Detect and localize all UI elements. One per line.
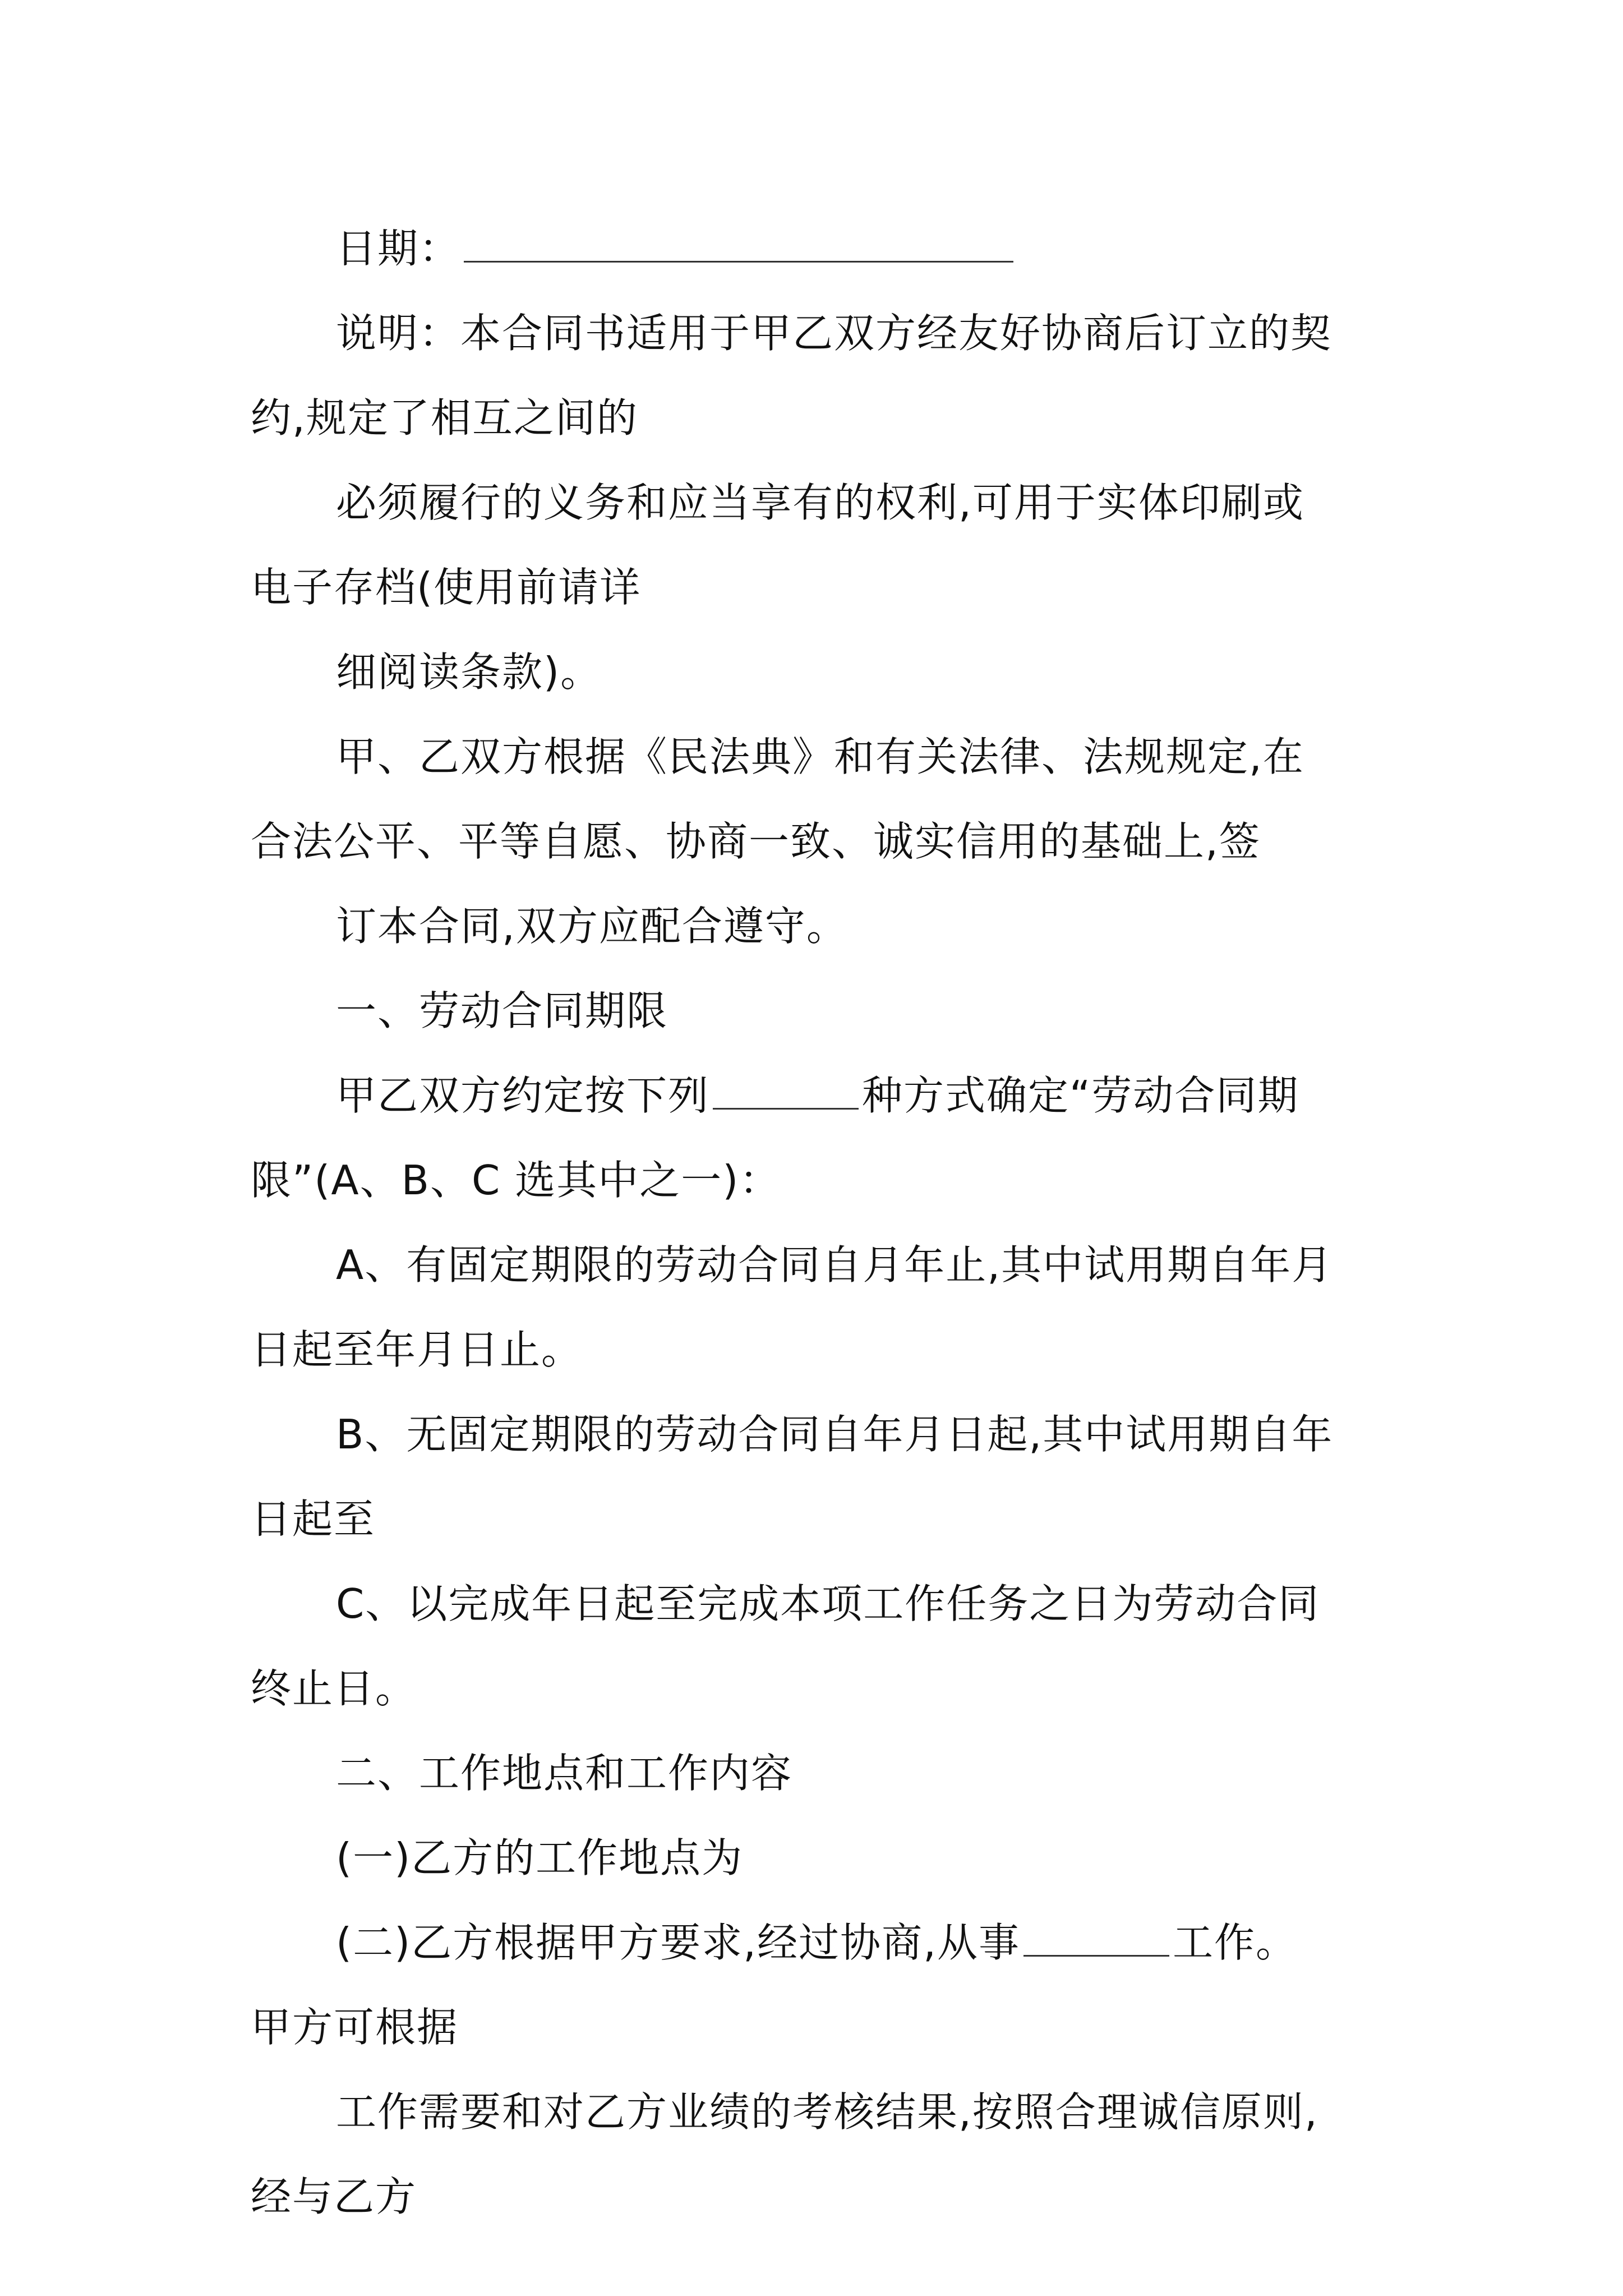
text-line: 必须履行的义务和应当享有的权利,可用于实体印刷或 <box>336 479 1304 526</box>
text-line: 电子存档(使用前请详 <box>251 564 642 611</box>
paragraph-line <box>251 1392 1395 1477</box>
paragraph-line <box>251 1053 1395 1138</box>
text-line: 细阅读条款)。 <box>336 648 602 696</box>
fill-blank <box>713 1071 859 1110</box>
document-body <box>251 206 1395 2239</box>
text-line: 经与乙方 <box>251 2173 417 2220</box>
date-line <box>251 206 1395 291</box>
text-line: A、有固定期限的劳动合同自月年止,其中试用期自年月 <box>336 1241 1334 1289</box>
text-line: C、以完成年日起至完成本项工作任务之日为劳动合同 <box>336 1580 1320 1627</box>
text-line: 限”(A、B、C 选其中之一)： <box>251 1157 781 1204</box>
heading-text: 一、劳动合同期限 <box>336 987 668 1034</box>
paragraph-line <box>251 1562 1395 1646</box>
text-line: 日起至 <box>251 1496 376 1543</box>
paragraph-line <box>251 2070 1395 2155</box>
paragraph-line <box>251 461 1395 545</box>
paragraph-line <box>251 291 1395 376</box>
heading-text: 二、工作地点和工作内容 <box>336 1750 793 1797</box>
text-line: B、无固定期限的劳动合同自年月日起,其中试用期自年 <box>336 1411 1334 1458</box>
paragraph-line <box>251 376 1395 461</box>
text-line: 订本合同,双方应配合遵守。 <box>336 903 848 950</box>
text-line: 工作需要和对乙方业绩的考核结果,按照合理诚信原则, <box>336 2088 1318 2136</box>
paragraph-line <box>251 715 1395 799</box>
section-heading <box>251 1731 1395 1816</box>
paragraph-line <box>251 1901 1395 1985</box>
text-line: 甲乙双方约定按下列 <box>336 1072 710 1119</box>
paragraph-line <box>251 1985 1395 2070</box>
text-line: 种方式确定“劳动合同期 <box>862 1072 1299 1119</box>
text-line: 日起至年月日止。 <box>251 1326 583 1373</box>
paragraph-line <box>251 1138 1395 1223</box>
paragraph-line <box>251 1816 1395 1901</box>
paragraph-line <box>251 799 1395 884</box>
paragraph-line <box>251 545 1395 630</box>
paragraph-line <box>251 1646 1395 1731</box>
paragraph-line <box>251 884 1395 969</box>
fill-blank <box>1023 1918 1169 1957</box>
text-line: 终止日。 <box>251 1665 417 1712</box>
paragraph-line <box>251 1308 1395 1392</box>
text-line: 说明：本合同书适用于甲乙双方经友好协商后订立的契 <box>336 310 1332 357</box>
paragraph-line <box>251 1223 1395 1308</box>
paragraph-line <box>251 630 1395 715</box>
text-line: 合法公平、平等自愿、协商一致、诚实信用的基础上,签 <box>251 818 1261 865</box>
date-label: 日期： <box>336 225 461 272</box>
text-line: 工作。 <box>1172 1919 1297 1966</box>
text-line: 甲、乙双方根据《民法典》和有关法律、法规规定,在 <box>336 733 1304 780</box>
paragraph-line <box>251 2155 1395 2239</box>
date-blank <box>464 224 1013 263</box>
text-line: (一)乙方的工作地点为 <box>336 1834 744 1881</box>
paragraph-line <box>251 1477 1395 1562</box>
text-line: 约,规定了相互之间的 <box>251 394 638 441</box>
section-heading <box>251 969 1395 1053</box>
text-line: 甲方可根据 <box>251 2004 459 2051</box>
text-line: (二)乙方根据甲方要求,经过协商,从事 <box>336 1919 1020 1966</box>
